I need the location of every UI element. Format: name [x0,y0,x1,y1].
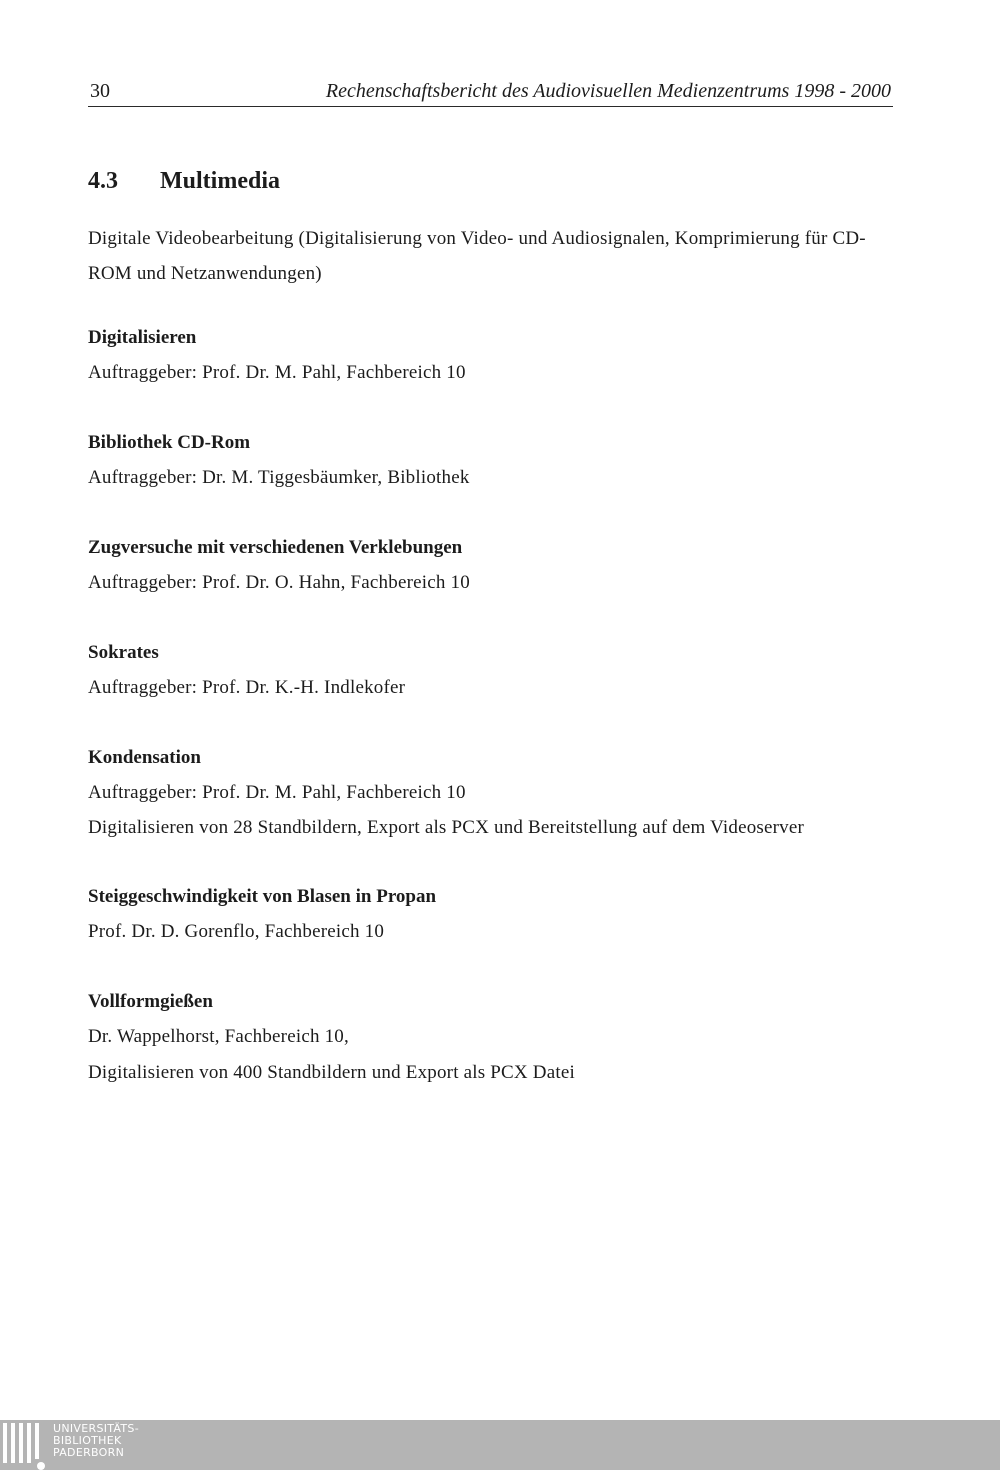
footer-bar [0,1420,1000,1470]
entry-line: Digitalisieren von 400 Standbildern und Export als PCX Datei [88,1062,575,1083]
library-name-line: UNIVERSITÄTS- [53,1422,139,1435]
entry-title: Kondensation [88,747,201,768]
entry-title: Sokrates [88,642,159,663]
library-logo-icon [0,1420,52,1470]
library-name-line: BIBLIOTHEK [53,1434,122,1447]
entry-line: Auftraggeber: Prof. Dr. M. Pahl, Fachbereich 10 [88,782,466,803]
section-number: 4.3 [88,168,118,194]
section-intro: Digitale Videobearbeitung (Digitalisierung von Video- und Audiosignalen, Komprimierung für CD-ROM und Netzanwendungen) [88,228,866,284]
page-header [88,78,893,107]
running-title: Rechenschaftsbericht des Audiovisuellen Medienzentrums 1998 - 2000 [325,80,891,102]
entry-line: Auftraggeber: Prof. Dr. M. Pahl, Fachbereich 10 [88,362,466,383]
entry-line: Auftraggeber: Dr. M. Tiggesbäumker, Bibliothek [88,467,470,488]
entry-line: Digitalisieren von 28 Standbildern, Export als PCX und Bereitstellung auf dem Videoserver [88,817,805,838]
library-logo [0,1420,150,1470]
entry-title: Zugversuche mit verschiedenen Verklebungen [88,537,463,558]
section-title: Multimedia [160,168,280,194]
entry-line: Auftraggeber: Prof. Dr. K.-H. Indlekofer [88,677,406,698]
entry-line: Prof. Dr. D. Gorenflo, Fachbereich 10 [88,921,385,942]
entry-title: Vollformgießen [88,991,213,1012]
entry-title: Steiggeschwindigkeit von Blasen in Propan [88,886,437,907]
page-number: 30 [90,80,110,102]
section-heading [88,168,280,195]
entry-title: Bibliothek CD-Rom [88,432,251,453]
entry-line: Auftraggeber: Prof. Dr. O. Hahn, Fachbereich 10 [88,572,470,593]
entry-title: Digitalisieren [88,327,197,348]
entry-line: Dr. Wappelhorst, Fachbereich 10, [88,1026,349,1047]
library-name-line: PADERBORN [53,1446,125,1459]
library-name [53,1423,139,1459]
